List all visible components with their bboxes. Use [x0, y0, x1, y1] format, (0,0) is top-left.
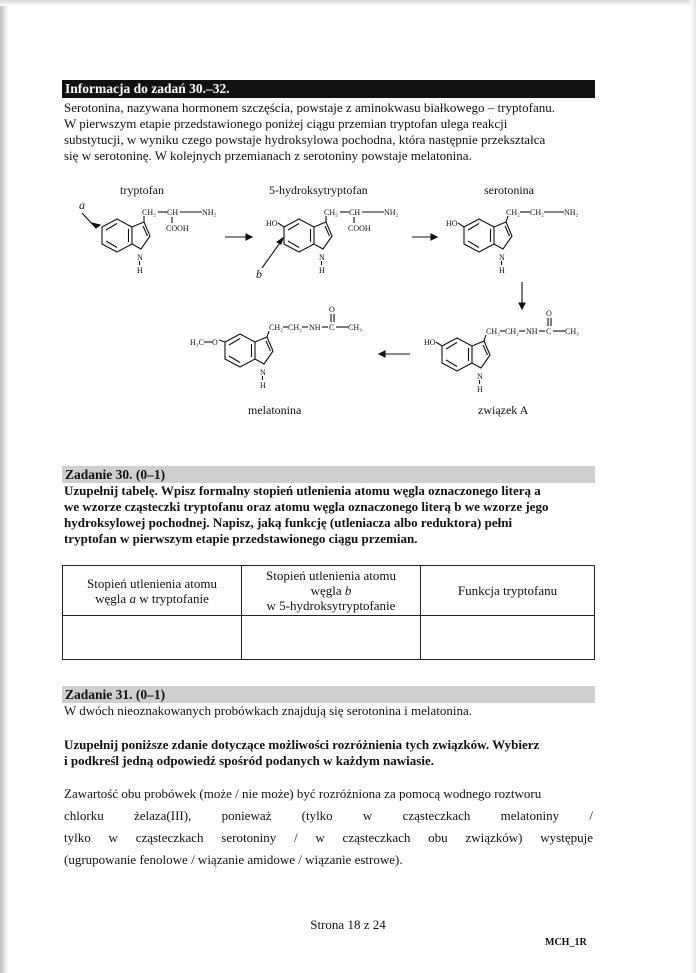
page-edge-shadow-right [690, 0, 696, 973]
nh-group: NH [309, 323, 321, 332]
n-atom: N [477, 372, 483, 381]
ho-group: HO [266, 219, 278, 228]
task30-answer-table [62, 565, 595, 660]
c-atom: C [546, 327, 552, 336]
h-atom: H [477, 385, 483, 394]
ch2-group: CH₂ [505, 327, 519, 336]
reaction-arrow [412, 234, 437, 240]
header-line: Funkcja tryptofanu [457, 583, 558, 598]
table-header-cell [63, 566, 242, 616]
table-header-cell [242, 566, 421, 616]
nh2-group: NH₂ [564, 208, 579, 217]
page-edge-shadow [0, 0, 9, 973]
exam-code: MCH_1R [545, 937, 587, 948]
tryptophan-structure [79, 198, 217, 275]
task30-instruction-line: Uzupełnij tabelę. Wpisz formalny stopień utlenienia atomu węgla oznaczonego literą a [64, 483, 541, 498]
n-atom: N [260, 368, 266, 377]
task31-sentence-line: (ugrupowanie fenolowe / wiązanie amidowe / wiązanie estrowe). [64, 852, 403, 867]
n-atom: N [137, 253, 143, 262]
ch2-group: CH₂ [288, 323, 302, 332]
marker-b: b [256, 267, 262, 281]
answer-cell-oxidation-b[interactable] [242, 616, 421, 660]
task31-header: Zadanie 31. (0–1) [62, 686, 595, 703]
answer-cell-function[interactable] [421, 616, 595, 660]
label-serotonin: serotonina [484, 183, 534, 197]
label-melatonin: melatonina [248, 403, 302, 417]
ch3-group: CH₃ [348, 323, 362, 332]
header-line: Stopień utlenienia atomu [87, 575, 217, 591]
intro-line: substytucji, w wyniku czego powstaje hydroksylowa pochodna, która następnie przekształca [64, 132, 546, 147]
ho-group: HO [424, 338, 436, 347]
hydroxytryptophan-structure [256, 208, 399, 281]
compound-a-structure [424, 309, 579, 394]
ch2-group: CH₂ [324, 208, 338, 217]
ch-group: CH [349, 208, 361, 217]
nh-group: NH [526, 327, 538, 336]
o-atom: O [212, 338, 218, 347]
label-hydroxytryptophan: 5-hydroksytryptofan [269, 183, 368, 197]
h-atom: H [137, 266, 143, 275]
c-atom: C [329, 323, 335, 332]
h3c-group: H₃C [190, 338, 204, 347]
n-atom: N [499, 253, 505, 262]
ch2-group: CH₂ [269, 323, 283, 332]
header-line: Stopień utlenienia atomu [266, 568, 396, 583]
ch2-group: CH₂ [506, 208, 520, 217]
answer-cell-oxidation-a[interactable] [63, 616, 242, 660]
page-number: Strona 18 z 24 [310, 917, 386, 932]
task31-intro: W dwóch nieoznakowanych probówkach znajdują się serotonina i melatonina. [64, 703, 473, 718]
intro-line: W pierwszym etapie przedstawionego poniżej ciągu przemian tryptofan ulega reakcji [64, 116, 508, 131]
h-atom: H [260, 381, 266, 390]
table-header-row [63, 566, 595, 616]
intro-line: Serotonina, nazywana hormonem szczęścia, powstaje z aminokwasu białkowego – tryptofanu. [64, 100, 555, 115]
intro-paragraph [62, 100, 595, 164]
cooh-group: COOH [348, 224, 371, 233]
melatonin-structure [190, 305, 362, 390]
ch-group: CH [167, 208, 179, 217]
task31-sentence-line: chlorku żelaza(III), ponieważ (tylko w cząsteczkach melatoniny / [64, 808, 593, 823]
page-edge-shadow-top [0, 0, 696, 6]
header-line: węgla a w tryptofanie [95, 590, 209, 606]
reaction-arrow [225, 234, 252, 240]
ch2-group: CH₂ [530, 208, 544, 217]
task31-instruction-line: i podkreśl jedną odpowiedź spośród podanych w każdym nawiasie. [64, 753, 434, 768]
intro-line: się w serotoninę. W kolejnych przemianach z serotoniny powstaje melatonina. [64, 148, 472, 163]
reaction-arrow-left [379, 351, 410, 357]
table-answer-row [63, 616, 595, 660]
ho-group: HO [446, 219, 458, 228]
reaction-scheme-svg [62, 182, 595, 432]
n-atom: N [319, 253, 325, 262]
cooh-group: COOH [166, 224, 189, 233]
ch2-group: CH₂ [142, 208, 156, 217]
task31-sentence-line: Zawartość obu probówek (może / nie może) być rozróżniona za pomocą wodnego roztworu [64, 786, 542, 801]
serotonin-structure [446, 208, 579, 275]
label-compound-a: związek A [478, 403, 529, 417]
task31-instruction-line: Uzupełnij poniższe zdanie dotyczące możliwości rozróżnienia tych związków. Wybierz [64, 737, 540, 752]
task30-header: Zadanie 30. (0–1) [62, 466, 595, 483]
o-atom: O [546, 309, 552, 318]
reaction-arrow-down [519, 282, 525, 309]
h-atom: H [319, 266, 325, 275]
label-tryptophan: tryptofan [120, 183, 164, 197]
header-line: węgla b [310, 583, 352, 598]
task30-section [62, 466, 595, 660]
h-atom: H [499, 266, 505, 275]
reaction-scheme [62, 182, 595, 482]
task30-instruction-line: we wzorze cząsteczki tryptofanu oraz atomu węgla oznaczonego literą b we wzorze jego [64, 499, 549, 514]
marker-a: a [79, 198, 85, 212]
info-header: Informacja do zadań 30.–32. [62, 80, 595, 98]
ch3-group: CH₃ [565, 327, 579, 336]
task30-instruction-line: tryptofan w pierwszym etapie przedstawionego ciągu przemian. [64, 531, 418, 546]
table-header-cell [421, 566, 595, 616]
task31-sentence-line: tylko w cząsteczkach serotoniny / w cząsteczkach obu związków) występuje [64, 830, 593, 845]
ch2-group: CH₂ [486, 327, 500, 336]
page-content [62, 80, 595, 867]
nh2-group: NH₂ [202, 208, 217, 217]
task30-instruction-line: hydroksylowej pochodnej. Napisz, jaką funkcję (utleniacza albo reduktora) pełni [64, 515, 513, 530]
header-line: w 5-hydroksytryptofanie [266, 598, 396, 613]
o-atom: O [329, 305, 335, 314]
task31-section [62, 686, 595, 871]
nh2-group: NH₂ [384, 208, 399, 217]
